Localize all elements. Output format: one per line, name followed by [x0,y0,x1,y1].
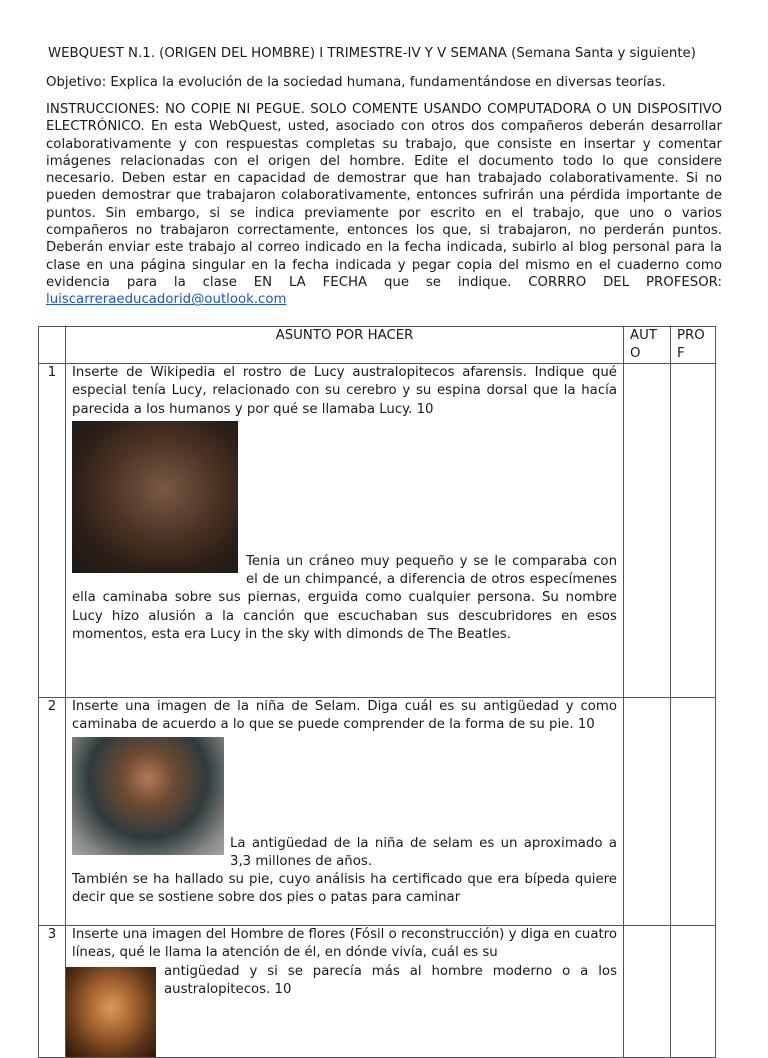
instructions-text: INSTRUCCIONES: NO COPIE NI PEGUE. SOLO COMENTE USANDO COMPUTADORA O UN DISPOSITIVO ELECTRÓNICO. En esta WebQuest, usted, asociado con otros dos compañeros deberán desarrollar colaborativamente y con respuestas completas su trabajo, que consiste en insertar y comentar imágenes relacionadas con el origen del hombre. Edite el documento todo lo que considere necesario. Deben estar en capacidad de demostrar que han trabajado colaborativamente. Si no pueden demostrar que trabajaron colaborativamente, entonces sufrirán una pérdida importante de puntos. Sin embargo, si se indica previamente por escrito en el trabajo, que uno o varios compañeros no trabajaron correctamente, entonces los que, si trabajaron, no perderán puntos. Deberán enviar este trabajo al correo indicado en la fecha indicada, subirlo al blog personal para la clase en una página singular en la fecha indicada y pegar copia del mismo en el cuaderno como evidencia para la clase EN LA FECHA que se indique. [46,102,722,290]
header-prof-cell [671,327,716,364]
task-answer: La antigüedad de la niña de selam es un aproximado a 3,3 millones de años. [230,835,617,869]
task-answer: Tenia un cráneo muy pequeño y se le comparaba con el de un chimpancé, a diferencia de otros especímenes ella caminaba sobre sus piernas, erguida como cualquier persona. Su nombre Lucy hizo alusión a la canción que escuchaban sus descubridores en esos momentos, esta era Lucy in the sky with dimonds de The Beatles. [72,553,617,643]
page-title: WEBQUEST N.1. (ORIGEN DEL HOMBRE) I TRIMESTRE-IV Y V SEMANA (Semana Santa y siguiente) [48,46,696,61]
table-row [39,364,716,698]
header-aut-label: AUT O [630,328,657,361]
email-link[interactable]: luiscarreraeducadorid@outlook.com [46,292,287,308]
header-num-cell [39,327,66,364]
task-cell[interactable] [66,364,624,698]
table-header-row [39,327,716,364]
header-task-cell: ASUNTO POR HACER [66,327,624,364]
flores-skull-image [66,967,156,1057]
tasks-table [38,326,716,1058]
objective-text: Objetivo: Explica la evolución de la sociedad humana, fundamentándose en diversas teorías. [46,75,666,90]
aut-score-cell[interactable] [624,926,671,1058]
instructions-block [46,101,722,309]
header-prof-label: PRO F [677,328,705,361]
aut-score-cell[interactable] [624,364,671,698]
row-number: 3 [39,926,66,1058]
prof-score-cell[interactable] [671,364,716,698]
task-prompt-continued: antigüedad y si se parecía más al hombre moderno o a los australopitecos. 10 [164,963,617,997]
email-label: CORRRO DEL PROFESOR: [528,274,722,290]
task-cell[interactable] [66,698,624,926]
prof-score-cell[interactable] [671,698,716,926]
header-aut-cell [624,327,671,364]
task-prompt: Inserte una imagen del Hombre de flores (Fósil o reconstrucción) y diga en cuatro líneas, qué le llama la atención de él, en dónde vivía, cuál es su [72,927,617,961]
row-number: 2 [39,698,66,926]
selam-child-image [72,737,224,855]
task-prompt: Inserte de Wikipedia el rostro de Lucy australopitecos afarensis. Indique qué especial tenía Lucy, relacionado con su cerebro y su espina dorsal que la hacía parecida a los humanos y por qué se llamaba Lucy. 10 [72,365,617,417]
prof-score-cell[interactable] [671,926,716,1058]
lucy-face-image [72,421,238,573]
aut-score-cell[interactable] [624,698,671,926]
task-prompt: Inserte una imagen de la niña de Selam. Diga cuál es su antigüedad y como caminaba de acuerdo a lo que se puede comprender de la forma de su pie. 10 [72,699,617,733]
table-row [39,926,716,1058]
task-answer-continued: También se ha hallado su pie, cuyo análisis ha certificado que era bípeda quiere decir que se sostiene sobre dos pies o patas para caminar [72,872,617,906]
table-row [39,698,716,926]
row-number: 1 [39,364,66,698]
task-cell[interactable] [66,926,624,1058]
